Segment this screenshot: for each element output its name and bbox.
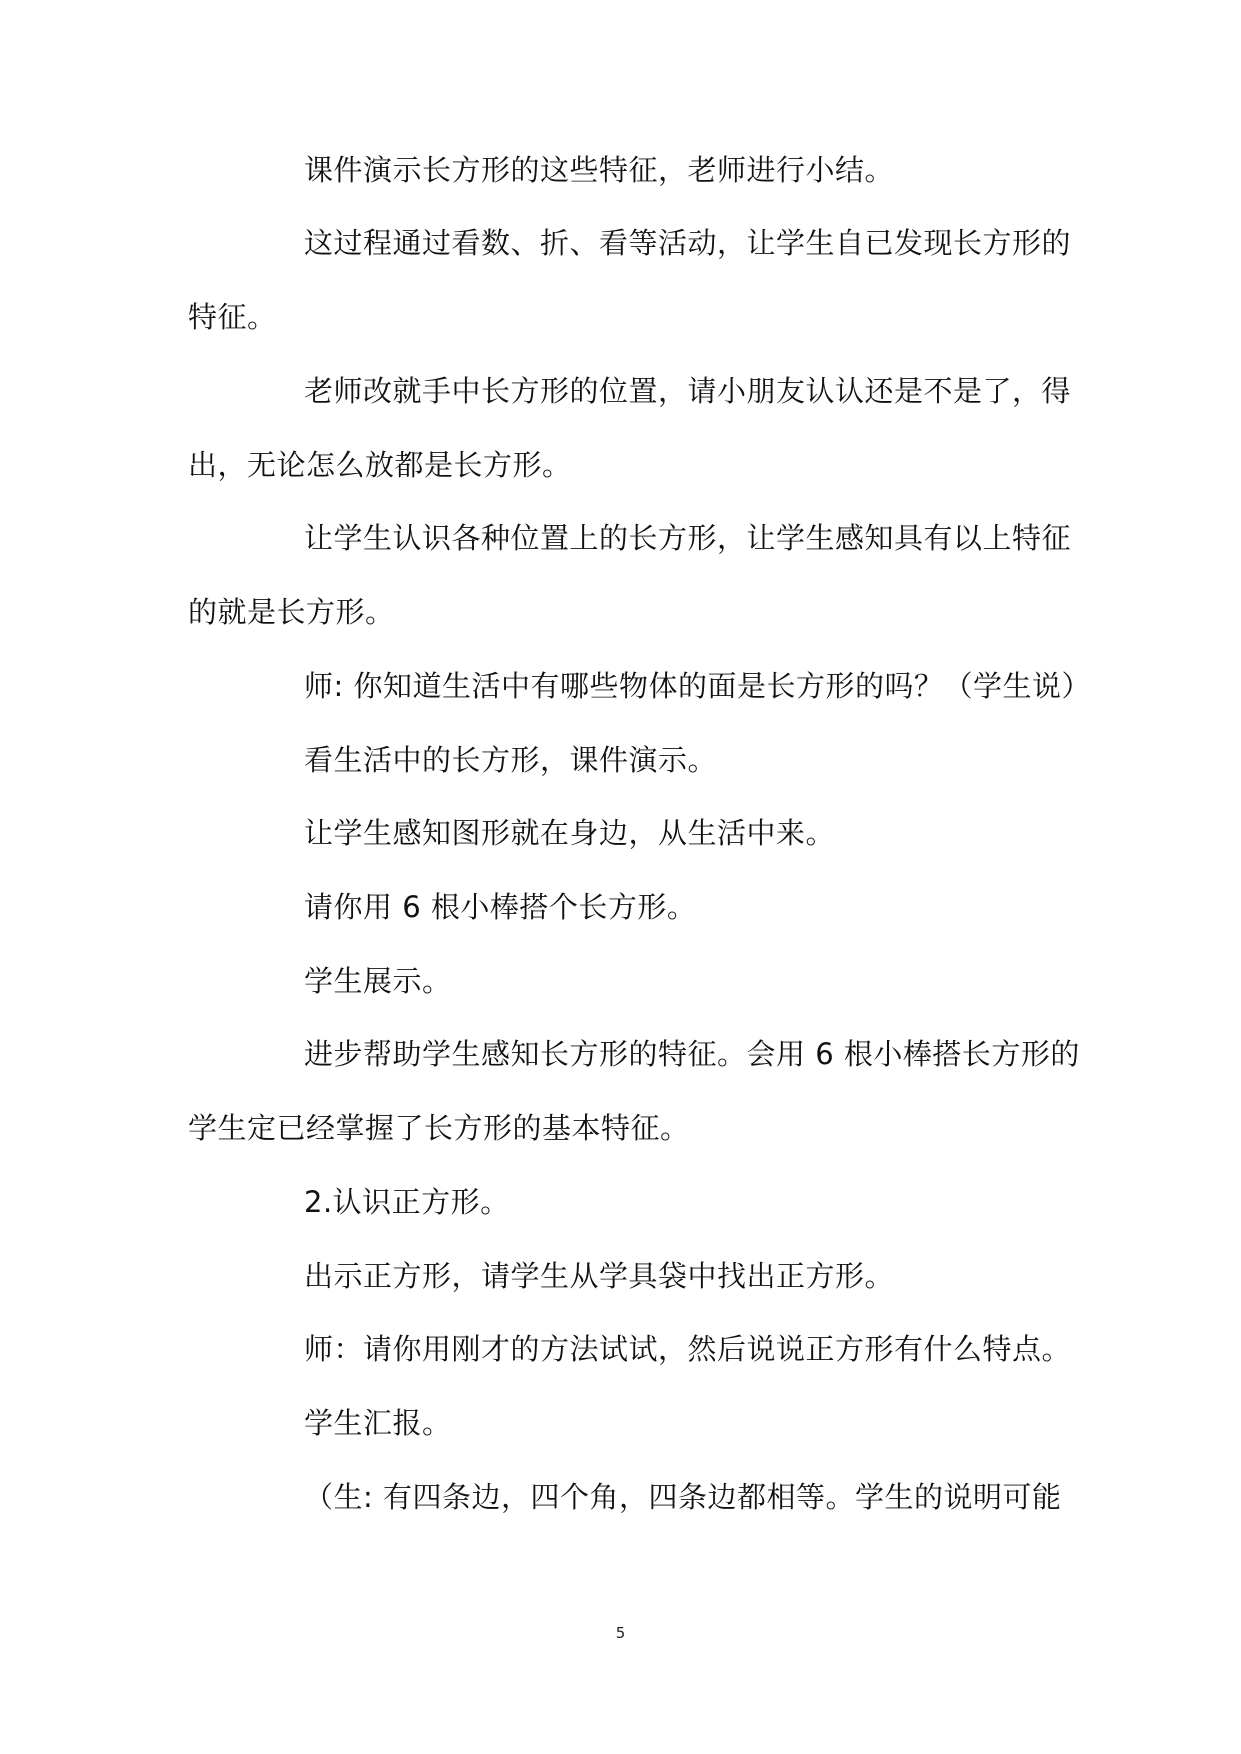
paragraph-line: 的就是长方形。 bbox=[188, 595, 395, 629]
paragraph-line: 老师改就手中长方形的位置，请小朋友认认还是不是了，得 bbox=[304, 374, 1072, 408]
paragraph-line: 课件演示长方形的这些特征，老师进行小结。 bbox=[304, 153, 895, 187]
paragraph-line: 请你用 6 根小棒搭个长方形。 bbox=[304, 890, 697, 924]
paragraph-line: 学生定已经掌握了长方形的基本特征。 bbox=[188, 1111, 690, 1145]
paragraph-line: 出，无论怎么放都是长方形。 bbox=[188, 448, 572, 482]
paragraph-line: 看生活中的长方形，课件演示。 bbox=[304, 743, 718, 777]
paragraph-line: 出示正方形，请学生从学具袋中找出正方形。 bbox=[304, 1259, 895, 1293]
paragraph-line: 这过程通过看数、折、看等活动，让学生自已发现长方形的 bbox=[304, 226, 1072, 260]
page-number: 5 bbox=[615, 1624, 626, 1642]
paragraph-line: 进步帮助学生感知长方形的特征。会用 6 根小棒搭长方形的 bbox=[304, 1037, 1080, 1071]
paragraph-line: 师: 你知道生活中有哪些物体的面是长方形的吗？（学生说） bbox=[304, 669, 1091, 703]
paragraph-line: 师：请你用刚才的方法试试，然后说说正方形有什么特点。 bbox=[304, 1332, 1072, 1366]
paragraph-line: 2.认识正方形。 bbox=[304, 1185, 510, 1219]
paragraph-line: 特征。 bbox=[188, 300, 277, 334]
paragraph-line: 学生展示。 bbox=[304, 964, 452, 998]
paragraph-line: 让学生感知图形就在身边，从生活中来。 bbox=[304, 816, 836, 850]
paragraph-line: 让学生认识各种位置上的长方形，让学生感知具有以上特征 bbox=[304, 521, 1072, 555]
paragraph-line: 学生汇报。 bbox=[304, 1406, 452, 1440]
paragraph-line: （生: 有四条边，四个角，四条边都相等。学生的说明可能 bbox=[304, 1480, 1062, 1514]
